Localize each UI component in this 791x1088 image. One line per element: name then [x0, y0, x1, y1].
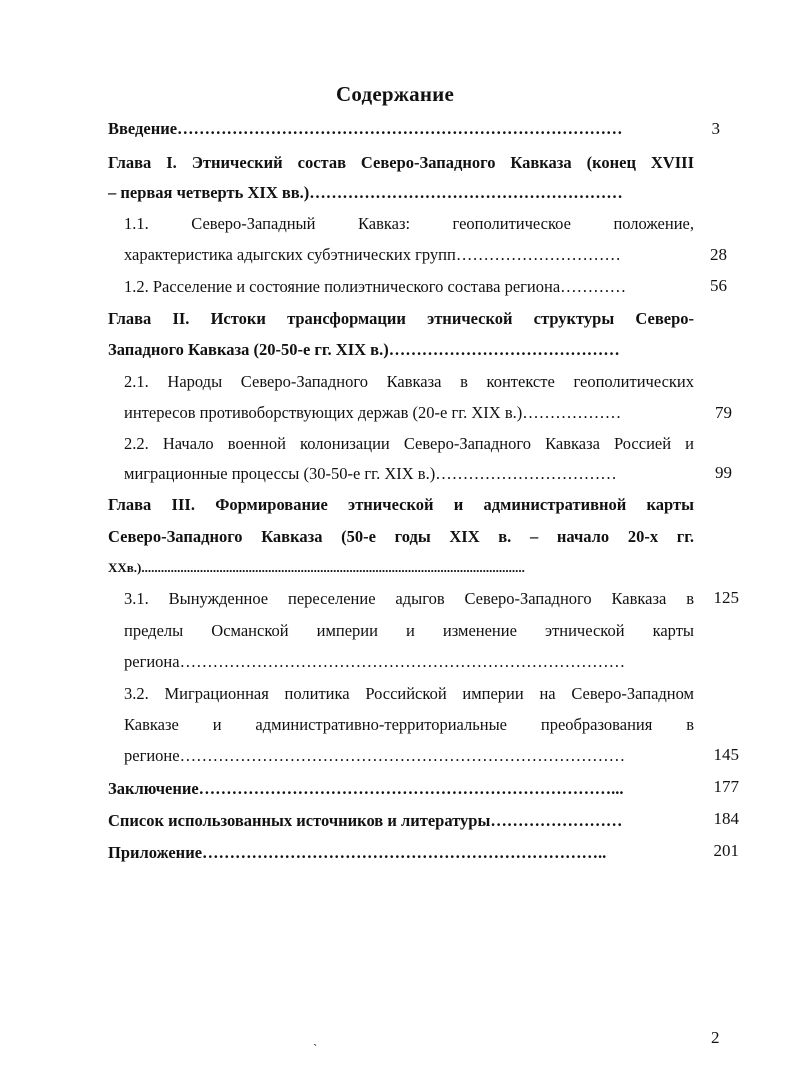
toc-page-3-2: 145 [713, 745, 739, 764]
toc-entry-chapter-2-line-1[interactable]: Глава II. Истоки трансформации этнической структуры Северо- [108, 309, 694, 328]
toc-page-3-1: 125 [713, 588, 739, 607]
toc-entry-2-1-line-1[interactable]: 2.1. Народы Северо-Западного Кавказа в контексте геополитических [124, 372, 694, 391]
toc-entry-chapter-1-line-1[interactable]: Глава I. Этнический состав Северо-Западного Кавказа (конец XVIII [108, 153, 694, 172]
toc-entry-3-1-line-3[interactable]: региона……………………………………………………………………… [124, 652, 626, 671]
toc-entry-2-2-line-2[interactable]: миграционные процессы (30-50-е гг. XIX в.)…………………………… [124, 464, 617, 483]
toc-entry-2-2-line-1[interactable]: 2.2. Начало военной колонизации Северо-Западного Кавказа Россией и [124, 434, 694, 453]
toc-entry-conclusion[interactable]: Заключение…………………………………………………………………... [108, 779, 624, 798]
toc-page-2-1: 79 [715, 403, 732, 422]
toc-entry-2-1-line-2[interactable]: интересов противоборствующих держав (20-е гг. XIX в.)……………… [124, 403, 622, 422]
toc-entry-1-2[interactable]: 1.2. Расселение и состояние полиэтнического состава региона………… [124, 277, 627, 296]
toc-entry-appendix[interactable]: Приложение……………………………………………………………….. [108, 843, 607, 862]
toc-entry-introduction[interactable]: Введение……………………………………………………………………… [108, 119, 623, 138]
page-title: Содержание [336, 82, 454, 106]
toc-entry-chapter-2-line-2[interactable]: Западного Кавказа (20-50-е гг. XIX в.)…………………………………… [108, 340, 620, 359]
toc-entry-chapter-3-line-1[interactable]: Глава III. Формирование этнической и административной карты [108, 495, 694, 514]
toc-entry-3-1-line-2[interactable]: пределы Османской империи и изменение этнической карты [124, 621, 694, 640]
toc-page-conclusion: 177 [713, 777, 739, 796]
toc-entry-sources[interactable]: Список использованных источников и литературы…………………… [108, 811, 623, 830]
toc-page-1-1: 28 [710, 245, 727, 264]
toc-page-2-2: 99 [715, 463, 732, 482]
toc-page-introduction: 3 [711, 119, 720, 138]
toc-entry-chapter-1-line-2[interactable]: – первая четверть XIX вв.)………………………………………………… [108, 183, 623, 202]
toc-entry-3-2-line-3[interactable]: регионе……………………………………………………………………… [124, 746, 626, 765]
toc-entry-chapter-3-line-3[interactable]: XXв.)...................................................................................................................... [108, 560, 525, 575]
toc-page-appendix: 201 [713, 841, 739, 860]
toc-entry-3-2-line-2[interactable]: Кавказе и административно-территориальные преобразования в [124, 715, 694, 734]
toc-entry-1-1-line-2[interactable]: характеристика адыгских субэтнических групп………………………… [124, 245, 621, 264]
toc-page-sources: 184 [713, 809, 739, 828]
toc-entry-chapter-3-line-2[interactable]: Северо-Западного Кавказа (50-е годы XIX в. – начало 20-х гг. [108, 527, 694, 546]
toc-entry-1-1-line-1[interactable]: 1.1. Северо-Западный Кавказ: геополитическое положение, [124, 214, 694, 233]
toc-page-1-2: 56 [710, 276, 727, 295]
toc-entry-3-1-line-1[interactable]: 3.1. Вынужденное переселение адыгов Северо-Западного Кавказа в [124, 589, 694, 608]
toc-entry-3-2-line-1[interactable]: 3.2. Миграционная политика Российской империи на Северо-Западном [124, 684, 694, 703]
page-number: 2 [711, 1028, 720, 1047]
stray-mark: ` [313, 1041, 318, 1056]
